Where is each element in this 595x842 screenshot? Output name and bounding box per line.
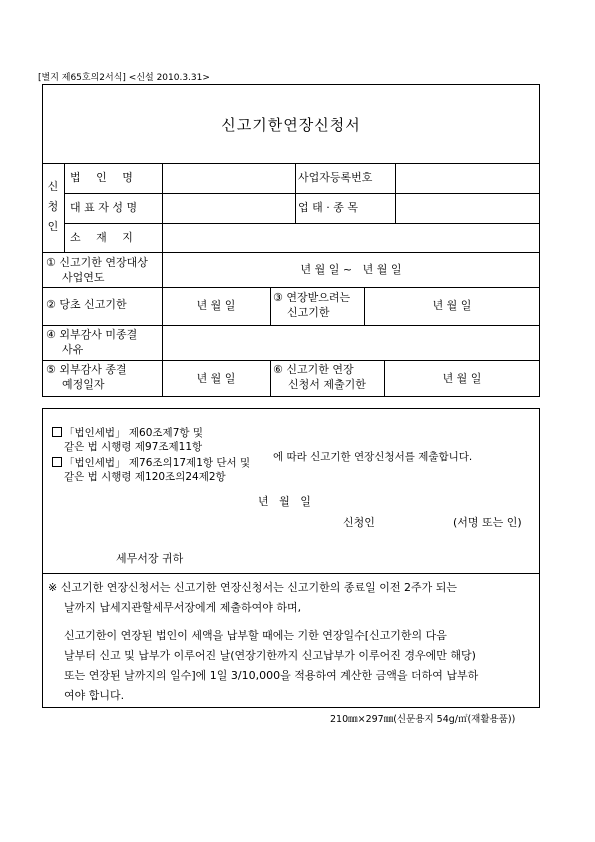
original-deadline-label: ② 당초 신고기한 (46, 298, 127, 311)
note-line: 날까지 납세지관할세무서장에게 제출하여야 하며, (64, 601, 302, 614)
notes-divider (42, 573, 540, 574)
table-divider (42, 287, 540, 288)
table-divider (395, 163, 396, 223)
table-divider (162, 163, 163, 397)
original-deadline-value[interactable]: 년 월 일 (196, 299, 236, 312)
corp-name-field[interactable] (164, 165, 293, 192)
declaration-date[interactable]: 년 월 일 (258, 495, 311, 508)
submission-deadline-label: ⑥ 신고기한 연장 (273, 363, 354, 376)
target-period-label: 사업연도 (62, 271, 105, 284)
table-divider (42, 325, 540, 326)
note-line: 여야 합니다. (64, 689, 125, 702)
representative-field[interactable] (164, 195, 293, 222)
address-field[interactable] (164, 225, 538, 251)
declaration-statement: 에 따라 신고기한 연장신청서를 제출합니다. (273, 451, 473, 463)
extended-deadline-value[interactable]: 년 월 일 (432, 299, 472, 312)
corp-name-label: 법 인 명 (70, 171, 139, 184)
law-option-1[interactable] (52, 426, 203, 440)
applicant-group-label: 청 (47, 200, 59, 213)
table-divider (270, 287, 271, 325)
business-type-field[interactable] (397, 195, 538, 222)
law-option-2[interactable] (52, 456, 250, 470)
table-divider (42, 163, 540, 164)
table-divider (295, 163, 296, 223)
business-type-label: 업 태 · 종 목 (298, 201, 358, 214)
audit-reason-label: 사유 (62, 343, 84, 356)
target-period-value[interactable]: 년 월 일 ~ 년 월 일 (300, 263, 402, 276)
biz-no-label: 사업자등록번호 (298, 171, 373, 184)
note-line: ※ 신고기한 연장신청서는 신고기한 연장신청서는 신고기한의 종료일 이전 2주가 되는 (48, 581, 457, 594)
table-divider (270, 360, 271, 397)
paper-spec: 210㎜×297㎜(신문용지 54g/㎡(재활용품)) (330, 714, 516, 725)
checkbox-icon[interactable] (52, 457, 62, 467)
law-option-1-text: 「법인세법」 제60조제7항 및 (64, 427, 204, 439)
applicant-group-label: 신 (47, 180, 59, 193)
signature-label[interactable]: (서명 또는 인) (453, 516, 522, 529)
audit-reason-field[interactable] (164, 327, 538, 359)
table-divider (42, 252, 540, 253)
audit-reason-label: ④ 외부감사 미종결 (46, 328, 138, 341)
law-option-2-line2: 같은 법 시행령 제120조의24제2항 (64, 471, 226, 483)
submission-deadline-value[interactable]: 년 월 일 (442, 372, 482, 385)
recipient-label: 세무서장 귀하 (116, 552, 184, 565)
checkbox-icon[interactable] (52, 427, 62, 437)
audit-end-label: 예정일자 (62, 378, 105, 391)
page-title: 신고기한연장신청서 (221, 116, 361, 134)
extended-deadline-label: ③ 연장받으려는 (273, 291, 351, 304)
representative-label: 대 표 자 성 명 (70, 201, 138, 214)
audit-end-value[interactable]: 년 월 일 (196, 372, 236, 385)
form-label: [별지 제65호의2서식] <신설 2010.3.31> (38, 73, 210, 83)
law-option-2-text: 「법인세법」 제76조의17제1항 단서 및 (64, 457, 251, 469)
audit-end-label: ⑤ 외부감사 종결 (46, 363, 127, 376)
submission-deadline-label: 신청서 제출기한 (288, 378, 366, 391)
address-label: 소 재 지 (70, 231, 139, 244)
note-line: 날부터 신고 및 납부가 이루어진 날(연장기한까지 신고납부가 이루어진 경우에만 해당) (64, 649, 476, 662)
applicant-group-label: 인 (47, 220, 59, 233)
law-option-1-line2: 같은 법 시행령 제97조제11항 (64, 441, 203, 453)
table-divider (64, 223, 540, 224)
table-divider (64, 163, 65, 252)
target-period-label: ① 신고기한 연장대상 (46, 256, 148, 269)
applicant-label: 신청인 (343, 516, 375, 529)
table-divider (64, 193, 540, 194)
table-divider (42, 360, 540, 361)
note-line: 또는 연장된 날까지의 일수]에 1일 3/10,000을 적용하여 계산한 금액을 더하여 납부하 (64, 669, 479, 682)
biz-no-field[interactable] (397, 165, 538, 192)
extended-deadline-label: 신고기한 (287, 306, 330, 319)
note-line: 신고기한이 연장된 법인이 세액을 납부할 때에는 기한 연장일수[신고기한의 다음 (64, 629, 447, 642)
